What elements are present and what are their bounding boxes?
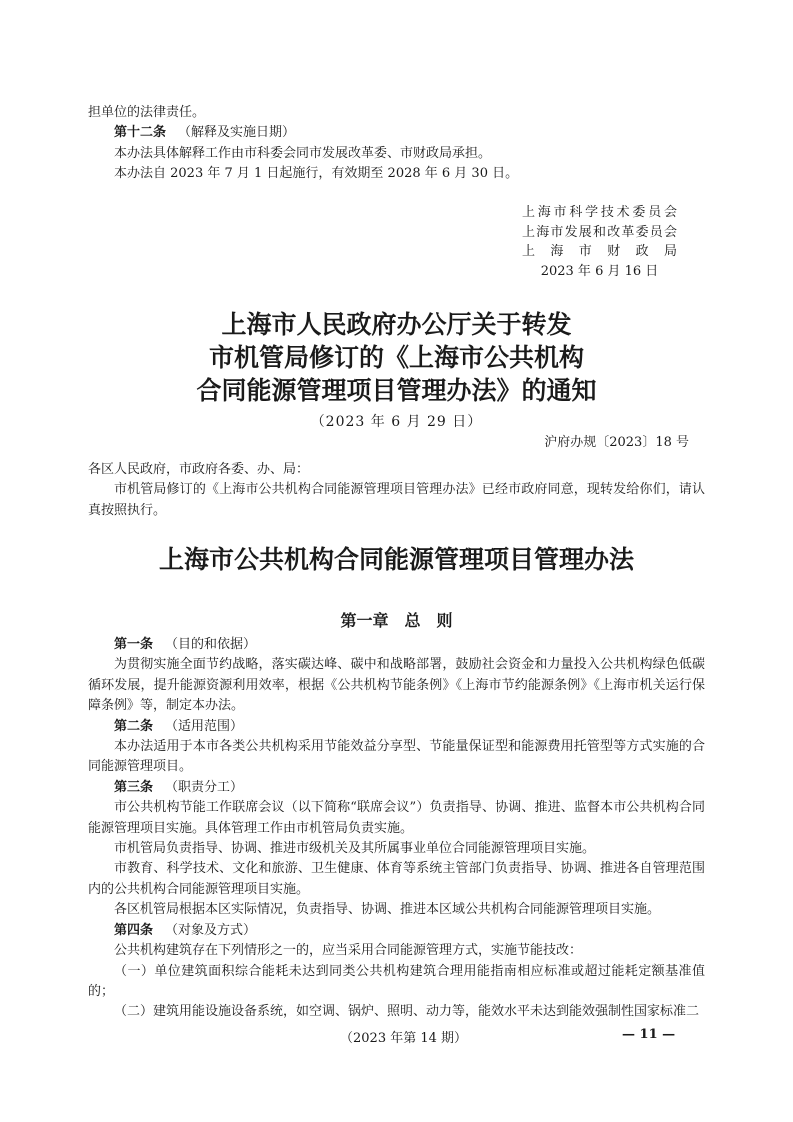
article-label: 第一条	[114, 637, 154, 652]
title-line: 合同能源管理项目管理办法》的通知	[196, 376, 597, 405]
article-heading	[88, 921, 705, 941]
paragraph: 公共机构建筑存在下列情形之一的，应当采用合同能源管理方式，实施节能技改：	[114, 943, 583, 959]
article-title: （职责分工）	[165, 779, 244, 795]
signatory: 上海市发展和改革委员会	[522, 224, 677, 240]
article-title: （对象及方式）	[165, 922, 257, 938]
articles	[88, 635, 705, 1023]
article-title: （适用范围）	[165, 718, 244, 734]
chapter-heading: 第一章 总 则	[340, 611, 453, 630]
signatory: 上海市财政局	[522, 244, 677, 259]
article-title: （解释及实施日期）	[178, 125, 296, 141]
article-label: 第十二条	[114, 125, 167, 141]
article-title: （目的和依据）	[165, 637, 257, 652]
page-number: — 11 —	[622, 1027, 676, 1042]
paragraph: 市公共机构节能工作联席会议（以下简称“联席会议”）负责指导、协调、推进、监督本市公共机构合同能源管理项目实施。具体管理工作由市机管局负责实施。	[88, 800, 705, 836]
article-heading	[88, 635, 705, 655]
notice-body	[88, 460, 705, 521]
article-label: 第二条	[114, 718, 154, 734]
paragraph: 市机管局修订的《上海市公共机构合同能源管理项目管理办法》已经市政府同意，现转发给你们，请认真按照执行。	[88, 482, 705, 518]
paragraph: 各区机管局根据本区实际情况，负责指导、协调、推进本区域公共机构合同能源管理项目实施。	[114, 902, 661, 918]
notice-date: （2023 年 6 月 29 日）	[310, 414, 483, 430]
paragraph: 市机管局负责指导、协调、推进市级机关及其所属事业单位合同能源管理项目实施。	[114, 841, 596, 857]
signature-block	[522, 203, 677, 281]
paragraph: 本办法自 2023 年 7 月 1 日起施行，有效期至 2028 年 6 月 30 日。	[114, 166, 519, 182]
signatory: 上海市科学技术委员会	[522, 205, 677, 220]
article-heading	[88, 123, 705, 143]
issue-number: （2023 年第 14 期）	[340, 1031, 468, 1046]
measures-title: 上海市公共机构合同能源管理项目管理办法	[158, 545, 634, 574]
article-label: 第四条	[114, 922, 154, 938]
paragraph: 本办法具体解释工作由市科委会同市发展改革委、市财政局承担。	[114, 145, 492, 161]
previous-section	[88, 103, 705, 185]
paragraph: 本办法适用于本市各类公共机构采用节能效益分享型、节能量保证型和能源费用托管型等方式实施的合同能源管理项目。	[88, 739, 705, 775]
article-heading	[88, 778, 705, 798]
paragraph: 为贯彻实施全面节约战略，落实碳达峰、碳中和战略部署，鼓励社会资金和力量投入公共机构绿色低碳循环发展，提升能源资源利用效率，根据《公共机构节能条例》《上海市节约能源条例》《上海市机关运行保障条例》等，制定本办法。	[88, 657, 705, 714]
text-line: 担单位的法律责任。	[88, 105, 206, 120]
paragraph: 市教育、科学技术、文化和旅游、卫生健康、体育等系统主管部门负责指导、协调、推进各自管理范围内的公共机构合同能源管理项目实施。	[88, 861, 705, 897]
doc-number: 沪府办规〔2023〕18 号	[544, 435, 689, 450]
article-label: 第三条	[114, 779, 154, 795]
paragraph: （一）单位建筑面积综合能耗未达到同类公共机构建筑合理用能指南相应标准或超过能耗定额基准值的；	[88, 963, 705, 999]
title-line: 市机管局修订的《上海市公共机构	[208, 343, 584, 372]
paragraph: （二）建筑用能设施设备系统，如空调、锅炉、照明、动力等，能效水平未达到能效强制性国家标准二	[114, 1004, 700, 1020]
sign-date: 2023 年 6 月 16 日	[540, 263, 659, 279]
article-heading	[88, 717, 705, 737]
recipients: 各区人民政府，市政府各委、办、局：	[88, 462, 310, 477]
title-line: 上海市人民政府办公厅关于转发	[221, 310, 572, 339]
notice-title	[0, 308, 793, 407]
